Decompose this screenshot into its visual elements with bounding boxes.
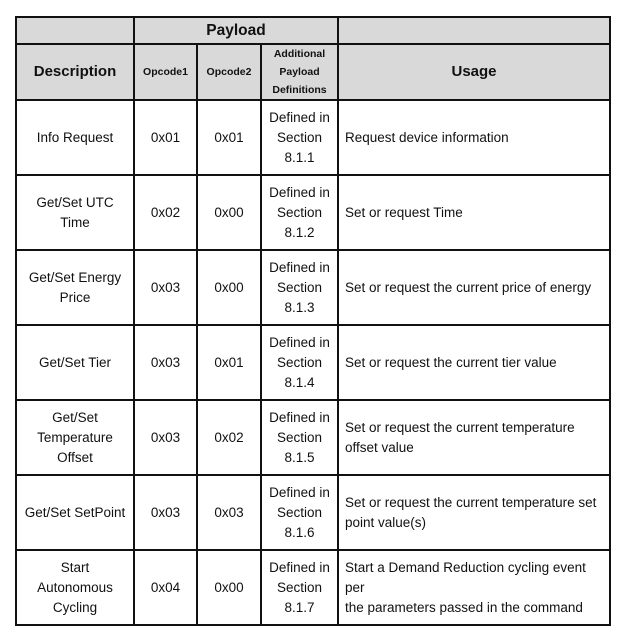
row-opcode2: 0x00 xyxy=(197,250,261,325)
header-row-columns xyxy=(16,44,610,100)
table-row xyxy=(16,400,610,475)
row-opcode1: 0x01 xyxy=(134,100,197,175)
header-additional-definitions: Additional Payload Definitions xyxy=(261,44,338,100)
row-opcode1: 0x03 xyxy=(134,250,197,325)
header-blank-right xyxy=(338,17,610,44)
table-row xyxy=(16,250,610,325)
header-usage: Usage xyxy=(338,44,610,100)
row-description: Get/Set Tier xyxy=(16,325,134,400)
row-opcode1: 0x02 xyxy=(134,175,197,250)
row-description: Info Request xyxy=(16,100,134,175)
row-definition: Defined in Section 8.1.4 xyxy=(261,325,338,400)
row-usage: Set or request Time xyxy=(338,175,610,250)
row-definition: Defined in Section 8.1.7 xyxy=(261,550,338,625)
row-usage: Set or request the current price of energy xyxy=(338,250,610,325)
row-usage: Request device information xyxy=(338,100,610,175)
row-definition: Defined in Section 8.1.3 xyxy=(261,250,338,325)
row-opcode1: 0x04 xyxy=(134,550,197,625)
header-opcode1: Opcode1 xyxy=(134,44,197,100)
row-opcode2: 0x02 xyxy=(197,400,261,475)
row-opcode2: 0x01 xyxy=(197,100,261,175)
row-opcode2: 0x01 xyxy=(197,325,261,400)
row-description: Get/Set SetPoint xyxy=(16,475,134,550)
row-usage: Set or request the current temperature offset value xyxy=(338,400,610,475)
row-opcode1: 0x03 xyxy=(134,475,197,550)
row-description: Get/Set Energy Price xyxy=(16,250,134,325)
row-opcode1: 0x03 xyxy=(134,325,197,400)
table-row xyxy=(16,100,610,175)
header-payload: Payload xyxy=(134,17,338,44)
row-opcode2: 0x03 xyxy=(197,475,261,550)
row-opcode1: 0x03 xyxy=(134,400,197,475)
header-opcode2: Opcode2 xyxy=(197,44,261,100)
row-usage: Start a Demand Reduction cycling event per the parameters passed in the command xyxy=(338,550,610,625)
row-usage: Set or request the current tier value xyxy=(338,325,610,400)
row-usage: Set or request the current temperature set point value(s) xyxy=(338,475,610,550)
table-row xyxy=(16,475,610,550)
row-description: Get/Set UTC Time xyxy=(16,175,134,250)
header-row-top xyxy=(16,17,610,44)
row-description: Get/Set Temperature Offset xyxy=(16,400,134,475)
row-definition: Defined in Section 8.1.5 xyxy=(261,400,338,475)
table-row xyxy=(16,550,610,625)
table-row xyxy=(16,175,610,250)
row-definition: Defined in Section 8.1.6 xyxy=(261,475,338,550)
row-definition: Defined in Section 8.1.2 xyxy=(261,175,338,250)
header-description: Description xyxy=(16,44,134,100)
payload-table xyxy=(15,16,611,626)
row-opcode2: 0x00 xyxy=(197,175,261,250)
row-description: Start Autonomous Cycling xyxy=(16,550,134,625)
header-blank-left xyxy=(16,17,134,44)
row-opcode2: 0x00 xyxy=(197,550,261,625)
row-definition: Defined in Section 8.1.1 xyxy=(261,100,338,175)
table-row xyxy=(16,325,610,400)
